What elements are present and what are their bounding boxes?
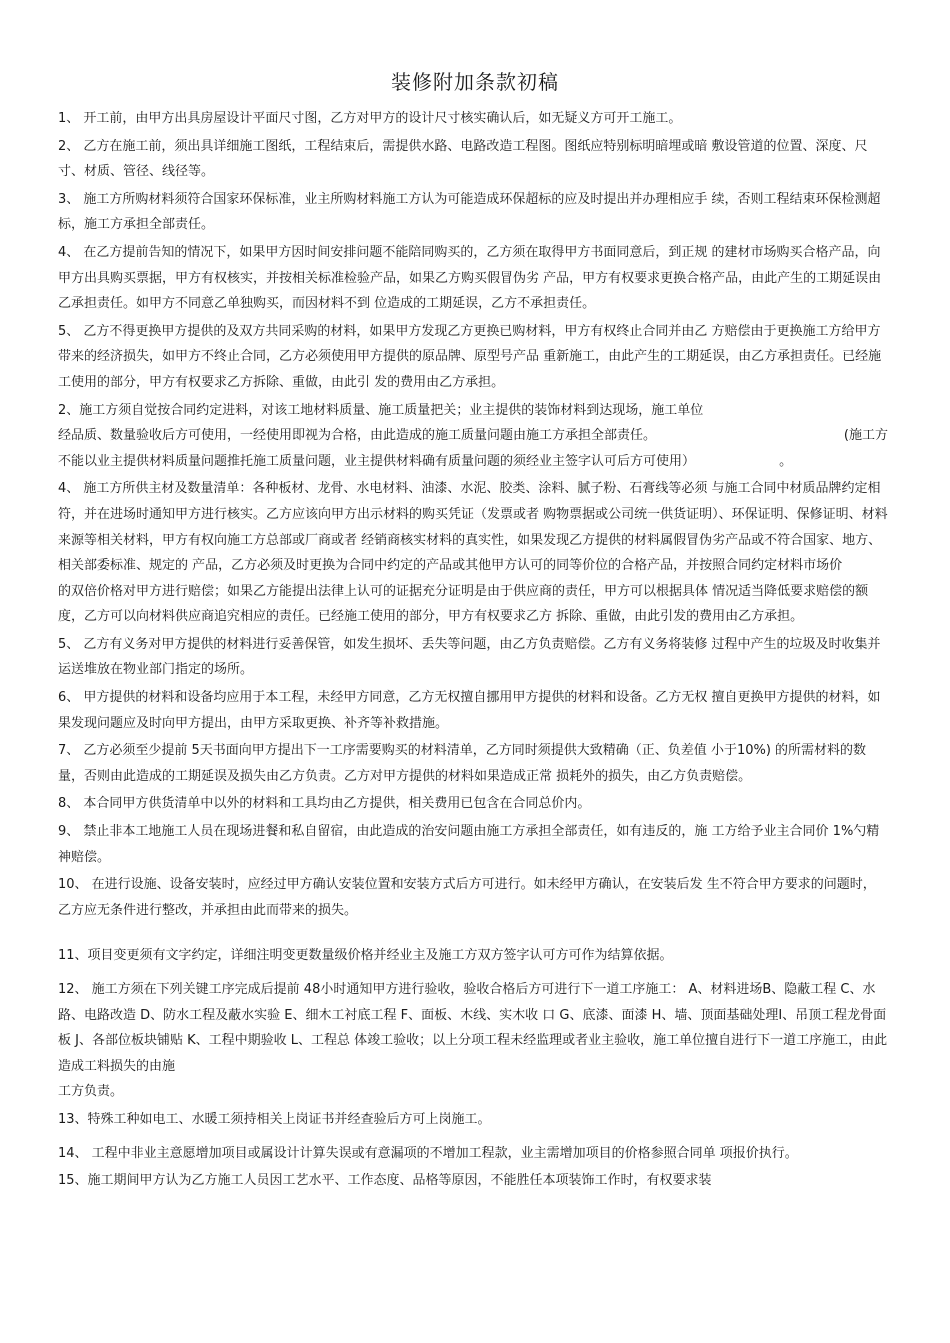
clause-paragraph: 15、施工期间甲方认为乙方施工人员因工艺水平、工作态度、品格等原因，不能胜任本项装饰工作时，有权要求装 bbox=[58, 1173, 712, 1189]
document-body bbox=[58, 106, 888, 1194]
clause-paragraph: 5、 乙方有义务对甲方提供的材料进行妥善保管，如发生损坏、丢失等问题，由乙方负责赔偿。乙方有义务将装修 过程中产生的垃圾及时收集并运送堆放在物业部门指定的场所。 bbox=[58, 636, 881, 678]
clause-paragraph: 的双倍价格对甲方进行赔偿；如果乙方能提出法律上认可的证据充分证明是由于供应商的责任，甲方可以根据具体 情况适当降低要求赔偿的额度，乙方可以向材料供应商追究相应的责任。已经施工使用的部分，甲方有权要求乙方 拆除、重做，由此引发的费用由乙方承担。 bbox=[58, 583, 869, 625]
clause-paragraph: 2、 乙方在施工前，须出具详细施工图纸，工程结束后，需提供水路、电路改造工程图。图纸应特别标明暗埋或暗 敷设管道的位置、深度、尺寸、材质、管径、线径等。 bbox=[58, 138, 868, 180]
clause-paragraph: 4、 施工方所供主材及数量清单：各种板材、龙骨、水电材料、油漆、水泥、胶类、涂料、腻子粉、石膏线等必须 与施工合同中材质品牌约定相符，并在进场时通知甲方进行核实。乙方应该向甲方出示材料的购买凭证（发票或者 购物票据或公司统一供货证明）、环保证明、保修证明、材料来源等相关材料，甲方有权向施工方总部或厂商或者 经销商核实材料的真实性，如果发现乙方提供的材料属假冒伪劣产品或不符合国家、地方、相关部委标准、规定的 产品，乙方必须及时更换为合同中约定的产品或其他甲方认可的同等价位的合格产品，并按照合同约定材料市场价 bbox=[58, 481, 888, 574]
clause-paragraph: 6、 甲方提供的材料和设备均应用于本工程，未经甲方同意，乙方无权擅自挪用甲方提供的材料和设备。乙方无权 擅自更换甲方提供的材料，如果发现问题应及时向甲方提出，由甲方采取更换、补齐等补救措施。 bbox=[58, 690, 881, 731]
page-title: 装修附加条款初稿 bbox=[391, 70, 559, 94]
clause-paragraph bbox=[58, 449, 888, 475]
clause-mark: 。 bbox=[779, 453, 793, 469]
clause-paragraph: 2、施工方须自觉按合同约定进料，对该工地材料质量、施工质量把关；业主提供的装饰材料到达现场，施工单位 bbox=[58, 402, 704, 418]
clause-text: 经品质、数量验收后方可使用，一经使用即视为合格，由此造成的施工质量问题由施工方承担全部责任。 bbox=[58, 428, 657, 444]
clause-paragraph: 13、特殊工种如电工、水暖工须持相关上岗证书并经查验后方可上岗施工。 bbox=[58, 1111, 491, 1127]
clause-paragraph: 5、 乙方不得更换甲方提供的及双方共同采购的材料，如果甲方发现乙方更换已购材料，甲方有权终止合同并由乙 方赔偿由于更换施工方给甲方带来的经济损失，如甲方不终止合同，乙方必须使用甲方提供的原品牌、原型号产品 重新施工，由此产生的工期延误，由乙方承担责任。已经施工使用的部分，甲方有权要求乙方拆除、重做，由此引 发的费用由乙方承担。 bbox=[58, 323, 882, 390]
clause-paragraph: 7、 乙方必须至少提前 5天书面向甲方提出下一工序需要购买的材料清单，乙方同时须提供大致精确（正、负差值 小于10%) 的所需材料的数量，否则由此造成的工期延误及损失由乙方负责。乙方对甲方提供的材料如果造成正常 损耗外的损失，由乙方负责赔偿。 bbox=[58, 743, 867, 784]
clause-note: (施工方 bbox=[843, 428, 888, 444]
clause-paragraph: 11、项目变更须有文字约定，详细注明变更数量级价格并经业主及施工方双方签字认可方可作为结算依据。 bbox=[58, 948, 673, 964]
clause-paragraph: 4、 在乙方提前告知的情况下，如果甲方因时间安排问题不能陪同购买的，乙方须在取得甲方书面同意后，到正规 的建材市场购买合格产品，向甲方出具购买票据，甲方有权核实，并按相关标准检验产品，如果乙方购买假冒伪劣 产品，甲方有权要求更换合格产品，由此产生的工期延误由乙承担责任。如甲方不同意乙单独购买，而因材料不到 位造成的工期延误，乙方不承担责任。 bbox=[58, 244, 882, 312]
clause-paragraph: 12、 施工方须在下列关键工序完成后提前 48小时通知甲方进行验收，验收合格后方可进行下一道工序施工： A、材料进场B、隐蔽工程 C、水路、电路改造 D、防水工程及蔽水实验 E、细木工衬底工程 F、面板、木线、实木收 口 G、底漆、面漆 H、墙、顶面基础处理I、吊顶工程龙骨面板 J、各部位板块铺贴 K、工程中期验收 L、工程总 体竣工验收；以上分项工程未经监理或者业主验收，施工单位擅自进行下一道工序施工，由此造成工料损失的由施 bbox=[58, 982, 888, 1074]
clause-paragraph bbox=[58, 423, 888, 449]
clause-paragraph: 8、 本合同甲方供货清单中以外的材料和工具均由乙方提供，相关费用已包含在合同总价内。 bbox=[58, 796, 591, 812]
clause-paragraph: 9、 禁止非本工地施工人员在现场进餐和私自留宿，由此造成的治安问题由施工方承担全部责任，如有违反的，施 工方给予业主合同价 1%勺精神赔偿。 bbox=[58, 824, 880, 865]
clause-paragraph: 3、 施工方所购材料须符合国家环保标准，业主所购材料施工方认为可能造成环保超标的应及时提出并办理相应手 续，否则工程结束环保检测超标，施工方承担全部责任。 bbox=[58, 191, 881, 233]
clause-paragraph: 14、 工程中非业主意愿增加项目或属设计计算失误或有意漏项的不增加工程款，业主需增加项目的价格参照合同单 项报价执行。 bbox=[58, 1145, 798, 1161]
clause-paragraph: 10、 在进行设施、设备安装时，应经过甲方确认安装位置和安装方式后方可进行。如未经甲方确认，在安装后发 生不符合甲方要求的问题时，乙方应无条件进行整改，并承担由此而带来的损失。 bbox=[58, 877, 876, 918]
clause-text: 不能以业主提供材料质量问题推托施工质量问题，业主提供材料确有质量问题的须经业主签字认可后方可使用） bbox=[58, 453, 696, 469]
clause-paragraph: 1、 开工前，由甲方出具房屋设计平面尺寸图，乙方对甲方的设计尺寸核实确认后，如无疑义方可开工施工。 bbox=[58, 111, 682, 126]
clause-paragraph: 工方负责。 bbox=[58, 1084, 124, 1100]
